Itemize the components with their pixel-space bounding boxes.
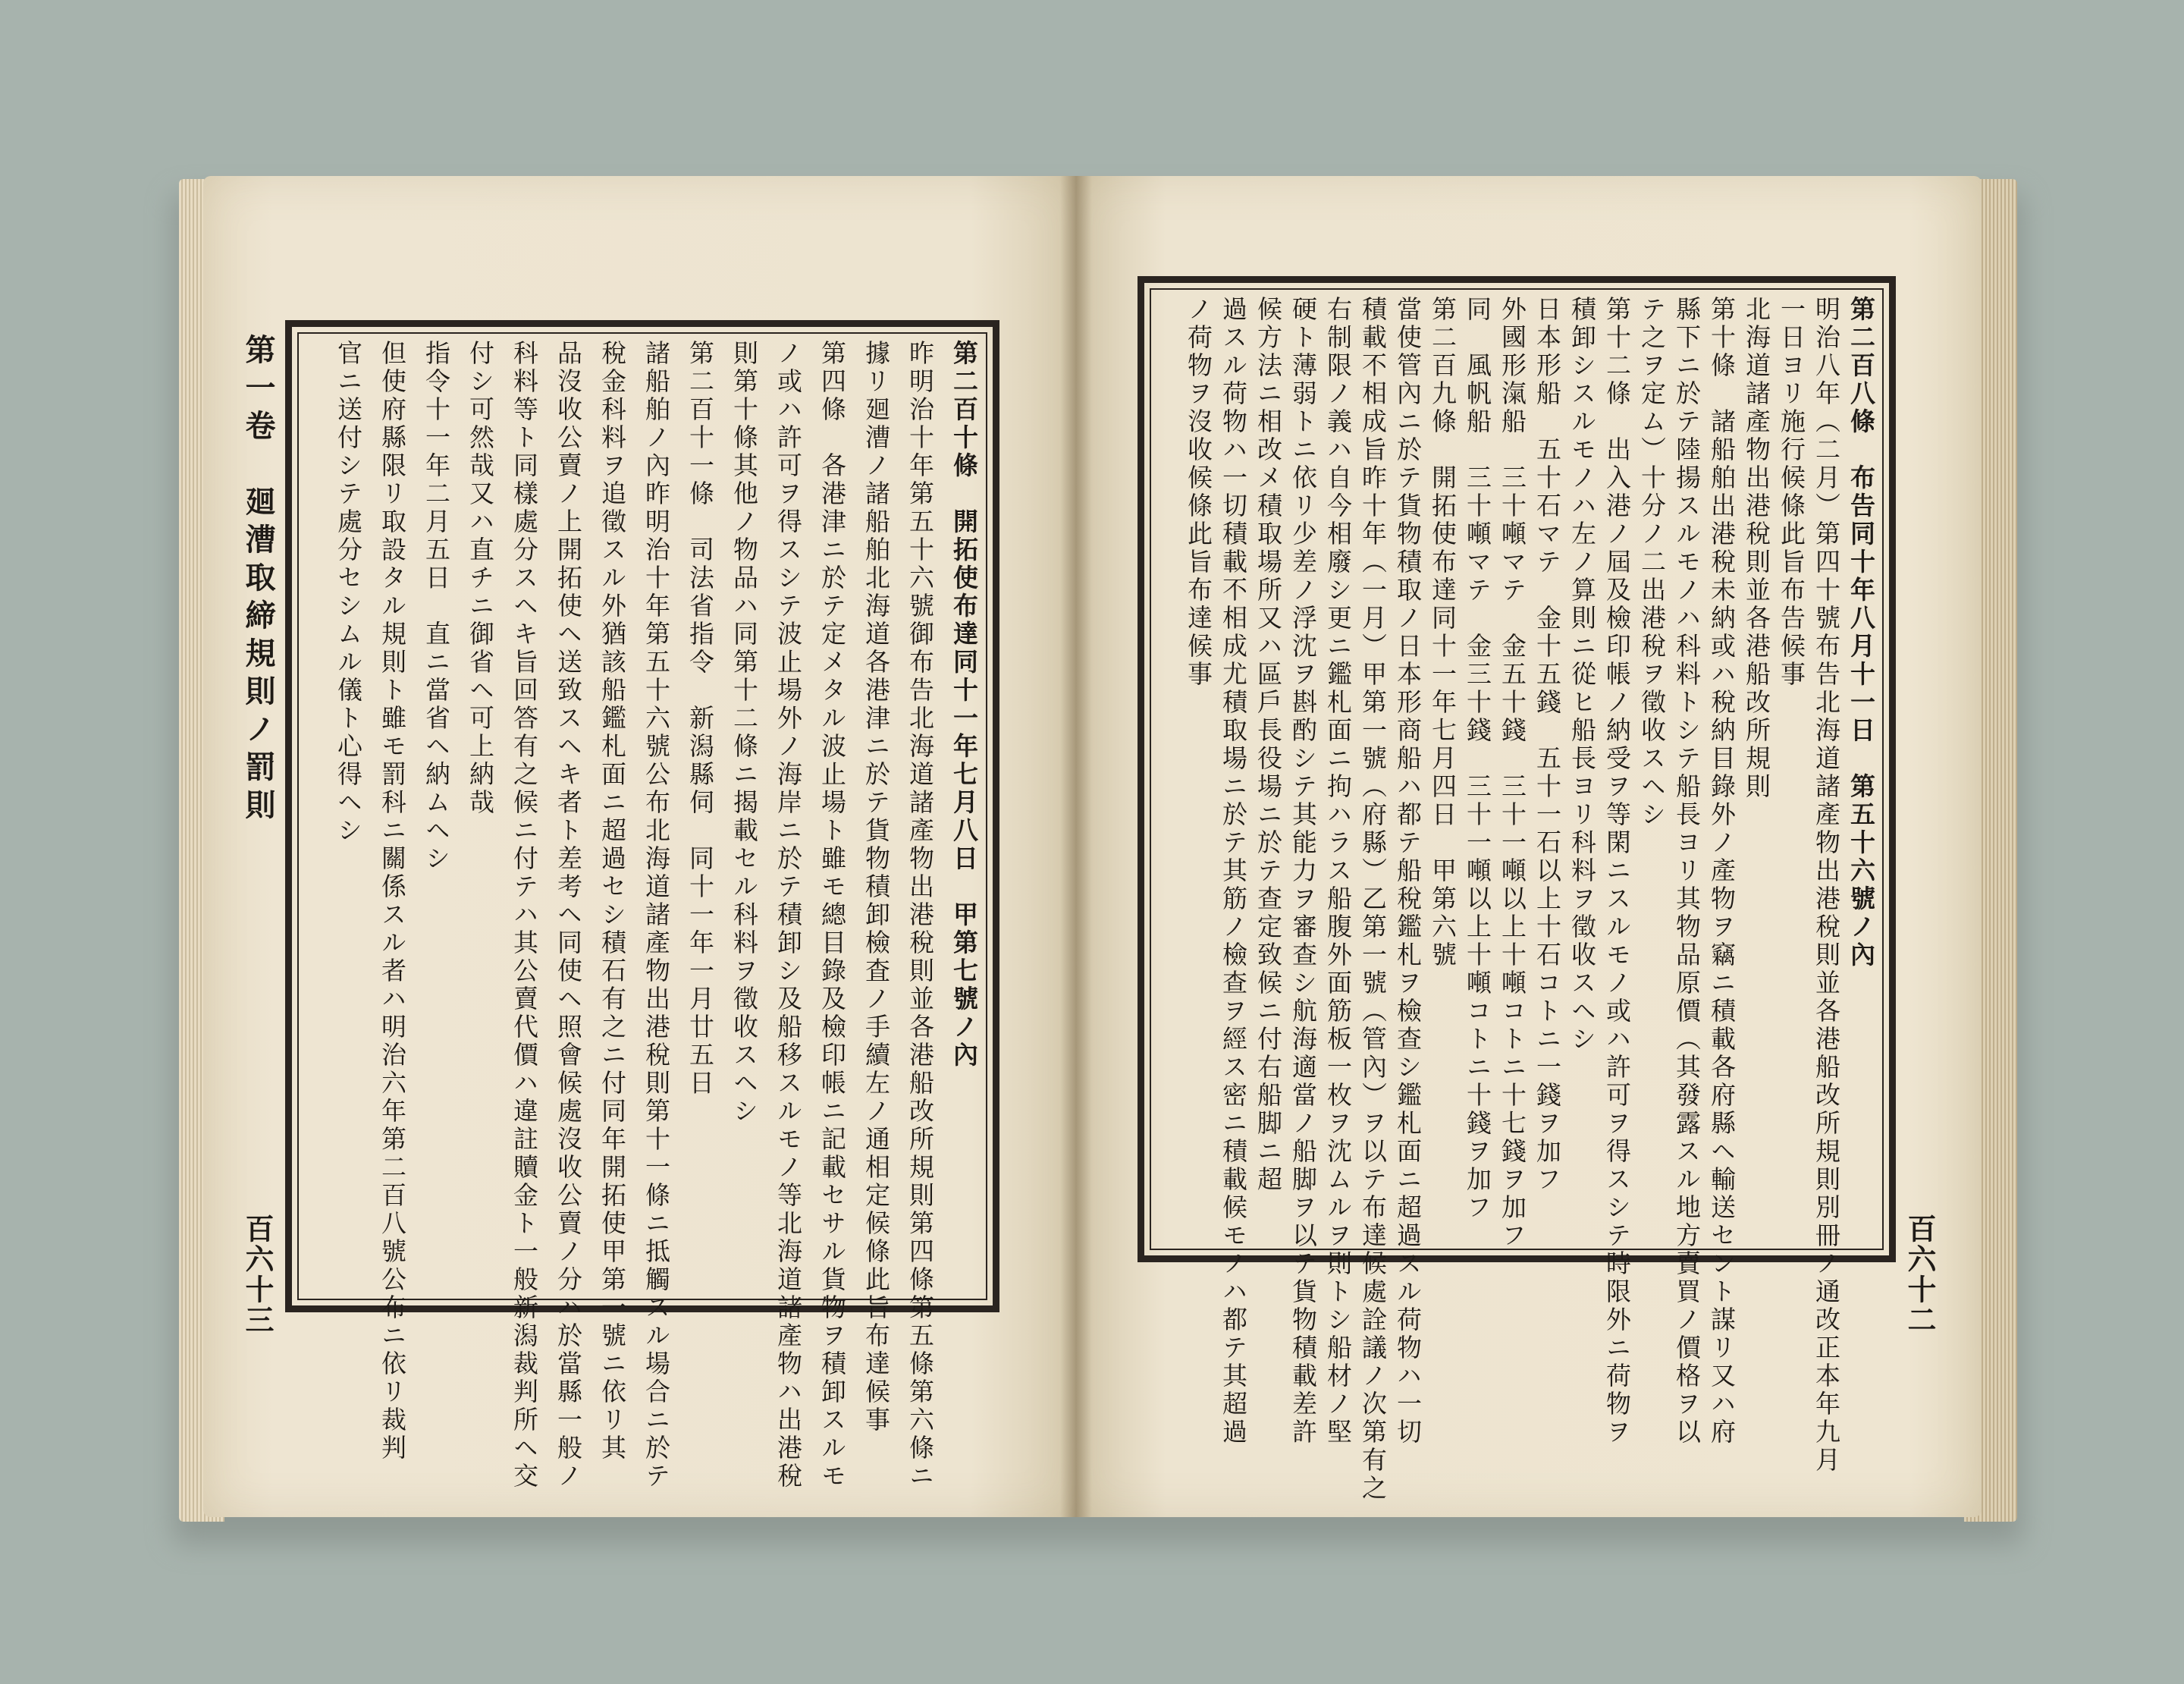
page-number-left: 百六十三 [240, 1214, 275, 1335]
text-column: 官ニ送付シテ處分セシムル儀ト心得ヘシ [334, 340, 363, 845]
text-column: 縣下ニ於テ陸揚スルモノハ科料トシテ船長ヨリ其物品原價（其發露スル地方賣買ノ價格ヲ以 [1672, 296, 1702, 1447]
text-column: 第十條 諸船舶出港稅未納或ハ稅納目錄外ノ產物ヲ竊ニ積載各府縣ヘ輸送セント謀リ又ハ府 [1707, 296, 1737, 1447]
text-column: 一日ヨリ施行候條此旨布告候事 [1777, 296, 1806, 689]
text-column: 第二百十條 開拓使布達同十一年七月八日 甲第七號ノ內 [949, 340, 979, 1070]
text-column: 付シ可然哉又ハ直チニ御省ヘ可上納哉 [466, 340, 495, 817]
text-column: 日本形船 五十石マテ 金十五錢 五十一石以上十石コトニ一錢ヲ加フ [1533, 296, 1562, 1194]
text-column: 則第十條其他ノ物品ハ同第十二條ニ揭載セル科料ヲ徵收スヘシ [730, 340, 759, 1126]
text-column: 指令十一年二月五日 直ニ當省ヘ納ムヘシ [422, 340, 451, 873]
text-column: 第四條 各港津ニ於テ定メタル波止場ト雖モ總目錄及檢印帳ニ記載セサル貨物ヲ積卸スルモ [817, 340, 847, 1491]
text-column: 科料等ト同樣處分スヘキ旨回答有之候ニ付テハ其公賣代價ハ違註贖金ト一般新潟裁判所ヘ交 [510, 340, 539, 1491]
text-column: 第二百九條 開拓使布達同十一年七月四日 甲第六號 [1428, 296, 1458, 969]
text-column: 品沒收公賣ノ上開拓使ヘ送致スヘキ者ト差考ヘ同使ヘ照會候處沒收公賣ノ分ハ於當縣一般ノ [554, 340, 583, 1491]
text-column: 第二百八條 布告同十年八月十一日 第五十六號ノ內 [1847, 296, 1876, 969]
text-column: 第二百十一條 司法省指令 新潟縣伺 同十一年一月廿五日 [686, 340, 715, 1098]
text-column: 積載不相成旨昨十年（一月）甲第一號（府縣）乙第一號（管內）ヲ以テ布達候處詮議ノ次第有之 [1358, 296, 1388, 1503]
text-column: 北海道諸產物出港稅則並各港船改所規則 [1742, 296, 1771, 801]
text-column: ノ或ハ許可ヲ得スシテ波止場外ノ海岸ニ於テ積卸シ及船移スルモノ等北海道諸產物ハ出港稅 [774, 340, 803, 1491]
text-column: 諸船舶ノ內昨明治十年第五十六號公布北海道諸產物出港稅則第十一條ニ抵觸スル場合ニ於テ [642, 340, 671, 1491]
text-column: 第十二條 出入港ノ屆及檢印帳ノ納受ヲ等閑ニスルモノ或ハ許可ヲ得スシテ時限外ニ荷物ヲ [1602, 296, 1632, 1447]
text-column: 積卸シスルモノハ左ノ算則ニ從ヒ船長ヨリ科料ヲ徵收スヘシ [1567, 296, 1597, 1054]
text-column: 右制限ノ義ハ自今相廢シ更ニ鑑札面ニ拘ハラス船腹外面筋板一枚ヲ沈ムルヲ則トシ船材ノ堅 [1323, 296, 1353, 1447]
book-gutter [1060, 176, 1092, 1517]
text-column: テ之ヲ定ム）十分ノ二出港稅ヲ徵收スヘシ [1637, 296, 1667, 829]
text-column: ノ荷物ヲ沒收候條此旨布達候事 [1184, 296, 1213, 689]
page-number-right: 百六十二 [1903, 1214, 1937, 1335]
text-column: 硬ト薄弱トニ依リ少差ノ浮沈ヲ斟酌シテ其能力ヲ審查シ航海適當ノ船脚ヲ以テ貨物積載差許 [1288, 296, 1318, 1447]
text-column: 但使府縣限リ取設タル規則ト雖モ罰科ニ關係スル者ハ明治六年第二百八號公布ニ依リ裁判 [378, 340, 407, 1463]
text-column: 昨明治十年第五十六號御布告北海道諸產物出港稅則並各港船改所規則第四條第五條第六條ニ [905, 340, 935, 1491]
text-column: 候方法ニ相改メ積取場所又ハ區戶長役場ニ於テ查定致候ニ付右船脚ニ超 [1254, 296, 1283, 1194]
text-column: 當使管內ニ於テ貨物積取ノ日本形商船ハ都テ船稅鑑札ヲ檢查シ鑑札面ニ超過スル荷物ハ一切 [1393, 296, 1423, 1447]
text-column: 外國形滊船 三十噸マテ 金五十錢 三十一噸以上十噸コトニ十七錢ヲ加フ [1498, 296, 1527, 1250]
text-column: 過スル荷物ハ一切積載不相成尤積取場ニ於テ其筋ノ檢查ヲ經ス密ニ積載候モノハ都テ其超過 [1219, 296, 1248, 1447]
text-column: 稅金科料ヲ追徵スル外猶該船鑑札面ニ超過セシ積石有之ニ付同年開拓使甲第一號ニ依リ其 [598, 340, 627, 1463]
text-column: 據リ廻漕ノ諸船舶北海道各港津ニ於テ貨物積卸檢査ノ手續左ノ通相定候條此旨布達候事 [861, 340, 891, 1434]
running-head: 第一卷 廻漕取締規則ノ罰則 [240, 334, 276, 827]
text-column: 明治八年（二月）第四十號布告北海道諸產物出港稅則並各港船改所規則別冊ノ通改正本年九月 [1812, 296, 1841, 1475]
text-column: 同 風帆船 三十噸マテ 金三十錢 三十一噸以上十噸コトニ十錢ヲ加フ [1463, 296, 1492, 1222]
